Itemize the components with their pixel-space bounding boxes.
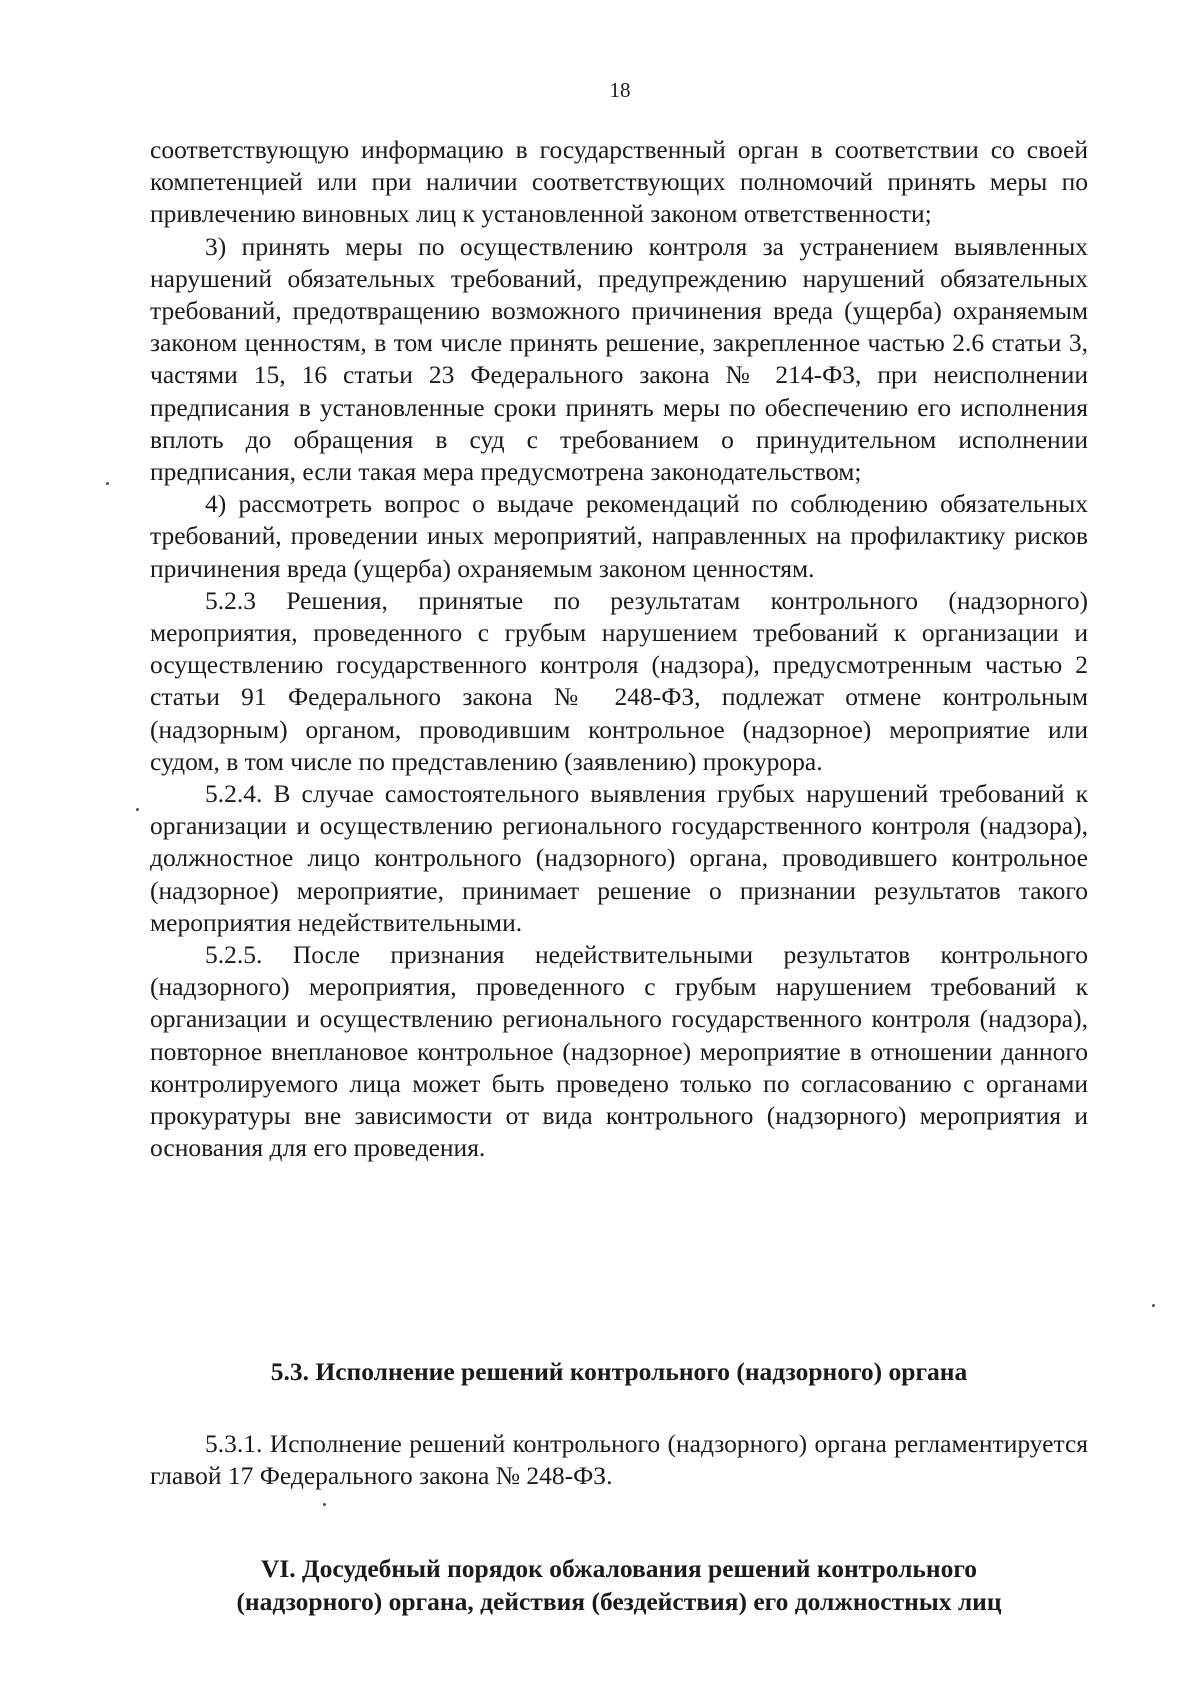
chapter-heading-line-1: VI. Досудебный порядок обжалования решений контрольного [260,1554,978,1583]
section-5-3-text [150,1428,1088,1492]
paragraph-item-3: 3) принять меры по осуществлению контроля за устранением выявленных нарушений обязательных требований, предупреждению нарушений обязательных требований, предотвращению возможного причинения вреда (ущерба) охраняемым законом ценностям, в том числе принять решение, закрепленное частью 2.6 статьи 3, частями 15, 16 статьи 23 Федерального закона № 214-ФЗ, при неисполнении предписания в установленные сроки принять меры по обеспечению его исполнения вплоть до обращения в суд с требованием о принудительном исполнении предписания, если такая мера предусмотрена законодательством; [150,231,1088,487]
scan-speck [323,1503,326,1506]
scan-speck [106,482,109,485]
scan-speck [136,808,139,811]
paragraph-5-2-3: 5.2.3 Решения, принятые по результатам контрольного (надзорного) мероприятия, проведенного с грубым нарушением требований к организации и осуществлению государственного контроля (надзора), предусмотренным частью 2 статьи 91 Федерального закона № 248-ФЗ, подлежат отмене контрольным (надзорным) органом, проводившим контрольное (надзорное) мероприятие или судом, в том числе по представлению (заявлению) прокурора. [150,585,1088,776]
body-text [150,134,1088,1165]
paragraph-item-4: 4) рассмотреть вопрос о выдаче рекомендаций по соблюдению обязательных требований, проведении иных мероприятий, направленных на профилактику рисков причинения вреда (ущерба) охраняемым законом ценностям. [150,489,1088,583]
paragraph-5-2-5: 5.2.5. После признания недействительными результатов контрольного (надзорного) мероприятия, проведенного с грубым нарушением требований к организации и осуществлению регионального государственного контроля (надзора), повторное внеплановое контрольное (надзорное) мероприятие в отношении данного контролируемого лица может быть проведено только по согласованию с органами прокуратуры вне зависимости от вида контрольного (надзорного) мероприятия и основания для его проведения. [150,940,1088,1163]
paragraph-continuation: соответствующую информацию в государственный орган в соответствии со своей компетенцией или при наличии соответствующих полномочий принять меры по привлечению виновных лиц к установленной законом ответственности; [150,135,1088,229]
section-heading-5-3: 5.3. Исполнение решений контрольного (надзорного) органа [270,1357,968,1386]
paragraph-5-2-4: 5.2.4. В случае самостоятельного выявления грубых нарушений требований к организации и осуществлению регионального государственного контроля (надзора), должностное лицо контрольного (надзорного) органа, проводившего контрольное (надзорное) мероприятие, принимает решение о признании результатов такого мероприятия недействительными. [150,779,1088,937]
scan-speck [1152,1304,1155,1307]
page-number: 18 [609,78,631,102]
paragraph-5-3-1: 5.3.1. Исполнение решений контрольного (надзорного) органа регламентируется главой 17 Федерального закона № 248-ФЗ. [150,1429,1088,1491]
chapter-heading-line-2: (надзорного) органа, действия (бездействия) его должностных лиц [236,1587,1002,1616]
chapter-heading-6 [150,1552,1088,1618]
